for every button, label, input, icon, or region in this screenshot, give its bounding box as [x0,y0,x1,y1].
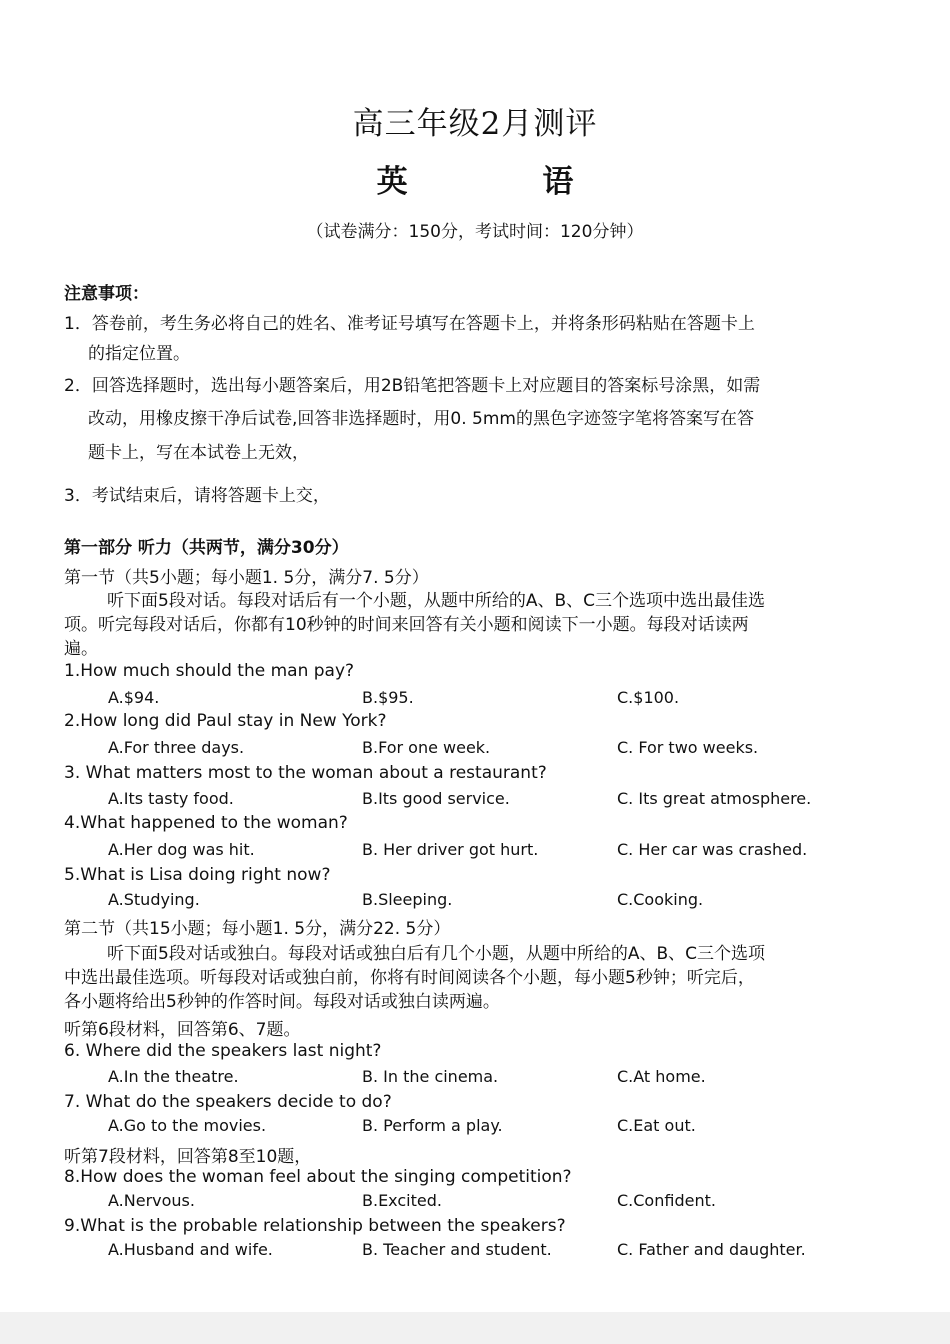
option-a: A.Studying. [108,890,200,909]
section1-heading: 第一节（共5小题；每小题1. 5分，满分7. 5分） [64,568,429,588]
section2-instructions-1: 听下面5段对话或独白。每段对话或独白后有几个小题，从题中所给的A、B、C三个选项 [107,944,765,964]
score-info: （试卷满分：150分，考试时间：120分钟） [306,222,644,242]
section1-instructions-2: 项。听完每段对话后，你都有10秒钟的时间来回答有关小题和阅读下一小题。每段对话读两 [64,615,749,635]
notice-item-3: 3．考试结束后，请将答题卡上交， [64,486,330,506]
option-b: B. Perform a play. [362,1116,503,1135]
notice-item-2: 2．回答选择题时，选出每小题答案后，用2B铅笔把答题卡上对应题目的答案标号涂黑，如需 [64,376,761,396]
option-a: A.Her dog was hit. [108,840,255,859]
option-b: B. Her driver got hurt. [362,840,539,859]
option-b: B. Teacher and student. [362,1240,552,1259]
question-stem: 1.How much should the man pay? [64,661,355,681]
option-c: C.Eat out. [617,1116,696,1135]
question-stem: 2.How long did Paul stay in New York? [64,711,387,731]
page-footer-strip [0,1312,950,1344]
option-a: A.Nervous. [108,1191,195,1210]
option-a: A.Go to the movies. [108,1116,267,1135]
section1-instructions-3: 遍。 [64,639,98,659]
option-a: A.Its tasty food. [108,789,234,808]
notice-item-2-cont: 改动，用橡皮擦干净后试卷,回答非选择题时，用0. 5mm的黑色字迹签字笔将答案写在答 [88,409,754,429]
question-stem: 7. What do the speakers decide to do? [64,1092,392,1112]
option-b: B.For one week. [362,738,491,757]
material-7-heading: 听第7段材料，回答第8至10题， [64,1147,312,1167]
part1-heading: 第一部分 听力（共两节，满分30分） [64,538,349,558]
notice-item-1: 1．答卷前，考生务必将自己的姓名、准考证号填写在答题卡上，并将条形码粘贴在答题卡上 [64,314,755,334]
option-a: A.Husband and wife. [108,1240,273,1259]
notice-item-1-cont: 的指定位置。 [88,344,190,364]
question-stem: 6. Where did the speakers last night? [64,1041,382,1061]
question-stem: 5.What is Lisa doing right now? [64,865,331,885]
question-stem: 9.What is the probable relationship between the speakers? [64,1216,566,1236]
option-c: C.Cooking. [617,890,704,909]
question-stem: 3. What matters most to the woman about a restaurant? [64,763,547,783]
option-a: A.In the theatre. [108,1067,239,1086]
option-c: C. Her car was crashed. [617,840,808,859]
option-b: B.Sleeping. [362,890,453,909]
notice-item-2-cont2: 题卡上，写在本试卷上无效， [88,443,309,463]
option-a: A.For three days. [108,738,245,757]
option-c: C.$100. [617,688,680,707]
section2-instructions-3: 各小题将给出5秒钟的作答时间。每段对话或独白读两遍。 [64,992,500,1012]
option-b: B.Excited. [362,1191,442,1210]
question-stem: 8.How does the woman feel about the singing competition? [64,1167,572,1187]
option-c: C. Father and daughter. [617,1240,806,1259]
option-a: A.$94. [108,688,160,707]
exam-subject: 英 语 [376,164,636,200]
option-b: B.$95. [362,688,414,707]
material-6-heading: 听第6段材料，回答第6、7题。 [64,1020,301,1040]
option-c: C. For two weeks. [617,738,759,757]
section1-instructions-1: 听下面5段对话。每段对话后有一个小题，从题中所给的A、B、C三个选项中选出最佳选 [107,591,765,611]
section2-heading: 第二节（共15小题；每小题1. 5分，满分22. 5分） [64,919,451,939]
notice-heading: 注意事项： [64,284,149,304]
exam-title: 高三年级2月测评 [352,106,598,142]
option-c: C.Confident. [617,1191,716,1210]
option-c: C.At home. [617,1067,706,1086]
question-stem: 4.What happened to the woman? [64,813,348,833]
section2-instructions-2: 中选出最佳选项。听每段对话或独白前，你将有时间阅读各个小题，每小题5秒钟；听完后， [64,968,755,988]
option-c: C. Its great atmosphere. [617,789,812,808]
option-b: B. In the cinema. [362,1067,499,1086]
option-b: B.Its good service. [362,789,510,808]
